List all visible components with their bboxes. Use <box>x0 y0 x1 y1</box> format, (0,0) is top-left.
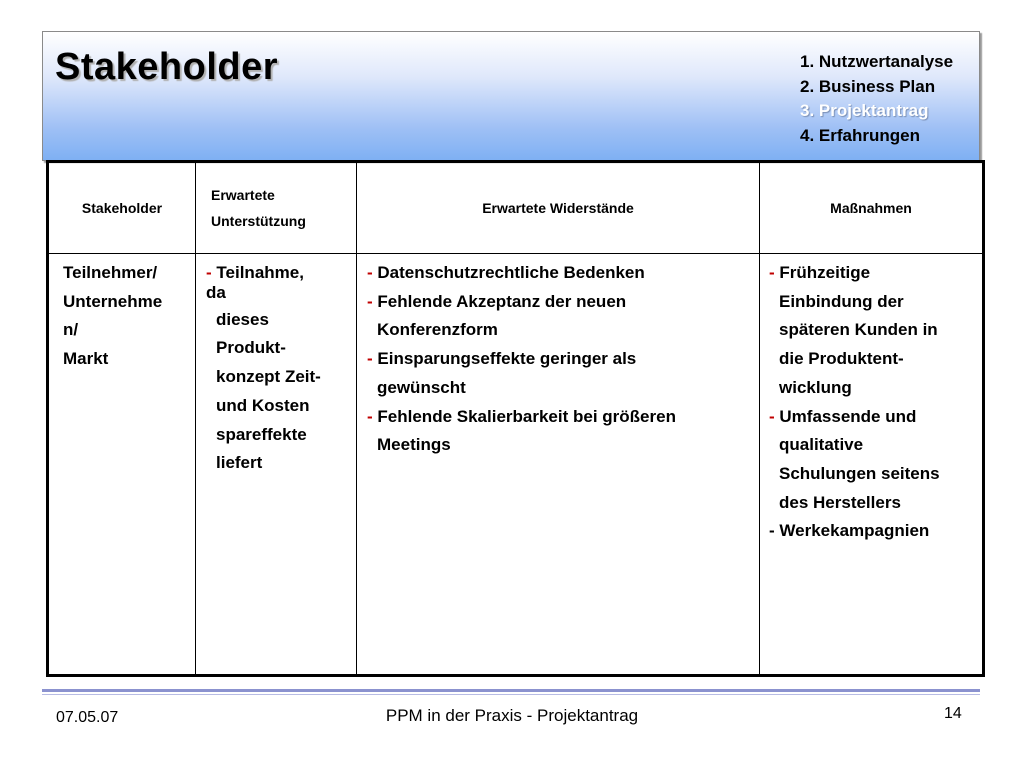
page-number: 14 <box>944 705 962 722</box>
bullet-dash: - <box>367 406 373 426</box>
text-line: die Produktent- <box>779 349 904 369</box>
bullet-text: Einsparungseffekte geringer als <box>377 349 637 369</box>
slide-title: Stakeholder <box>55 46 279 88</box>
footer-date: 07.05.07 <box>56 709 119 726</box>
text-line: konzept Zeit- <box>216 367 321 387</box>
footer-divider-thin <box>42 694 980 695</box>
text-line: Markt <box>63 349 109 369</box>
text-line: Unternehme <box>63 291 163 311</box>
table-header-row <box>48 162 984 254</box>
bullet-text: Datenschutzrechtliche Bedenken <box>377 263 645 282</box>
bullet-dash: - <box>769 406 775 426</box>
bullet-text: Teilnahme, <box>216 263 304 282</box>
header-stakeholder: Stakeholder <box>48 162 196 254</box>
text-line: späteren Kunden in <box>779 320 938 340</box>
bullet-line <box>769 259 981 288</box>
text-line: wicklung <box>779 377 852 397</box>
cell-stakeholder <box>48 254 196 676</box>
text-line: und Kosten <box>216 395 310 415</box>
agenda-item: 4. Erfahrungen <box>800 125 920 145</box>
text-line: qualitative <box>779 435 864 455</box>
bullet-dash: - <box>367 291 373 311</box>
text-line: Konferenzform <box>377 320 498 340</box>
agenda-item-active: 3. Projektantrag <box>800 101 929 120</box>
bullet-text: Fehlende Skalierbarkeit bei größeren <box>377 406 676 426</box>
bullet-dash: - <box>367 263 373 282</box>
header-support-line: Erwartete <box>211 187 275 203</box>
cell-support <box>196 254 357 676</box>
bullet-dash: - <box>769 263 775 282</box>
text-line: gewünscht <box>377 377 466 397</box>
bullet-line <box>769 517 981 546</box>
table-row <box>48 254 984 676</box>
footer-title: PPM in der Praxis - Projektantrag <box>385 706 639 725</box>
agenda-item: 2. Business Plan <box>800 76 936 96</box>
bullet-text: Umfassende und <box>779 406 917 426</box>
bullet-line <box>367 288 758 317</box>
agenda-item: 1. Nutzwertanalyse <box>800 52 954 71</box>
cell-resistance <box>357 254 760 676</box>
text-line: spareffekte <box>216 424 307 444</box>
cell-measures <box>760 254 984 676</box>
bullet-line <box>367 403 758 432</box>
bullet-dash: - <box>206 263 212 282</box>
text-line: Schulungen seitens <box>779 463 940 483</box>
text-line: Teilnehmer/ <box>63 263 158 282</box>
text-line: Einbindung der <box>779 291 904 311</box>
header-measures: Maßnahmen <box>760 162 984 254</box>
text-line: des Herstellers <box>779 492 901 512</box>
text-line: n/ <box>63 320 79 340</box>
bullet-text: Frühzeitige <box>779 263 871 282</box>
header-support-line: Unterstützung <box>211 213 306 229</box>
text-line: dieses <box>216 309 269 329</box>
bullet-dash-black: - <box>769 521 775 541</box>
text-line: Produkt- <box>216 338 286 358</box>
text-line: Meetings <box>377 435 451 455</box>
bullet-text: Werkekampagnien <box>779 521 930 541</box>
bullet-line <box>769 403 981 432</box>
text-line: da <box>206 282 226 302</box>
bullet-dash: - <box>367 349 373 369</box>
header-expected-resistance: Erwartete Widerstände <box>357 162 760 254</box>
text-line: liefert <box>216 453 263 473</box>
bullet-line <box>367 345 758 374</box>
header-expected-support <box>196 162 357 254</box>
stakeholder-table <box>46 160 985 677</box>
bullet-text: Fehlende Akzeptanz der neuen <box>377 291 627 311</box>
bullet-line <box>367 259 758 288</box>
agenda-list <box>800 50 953 148</box>
